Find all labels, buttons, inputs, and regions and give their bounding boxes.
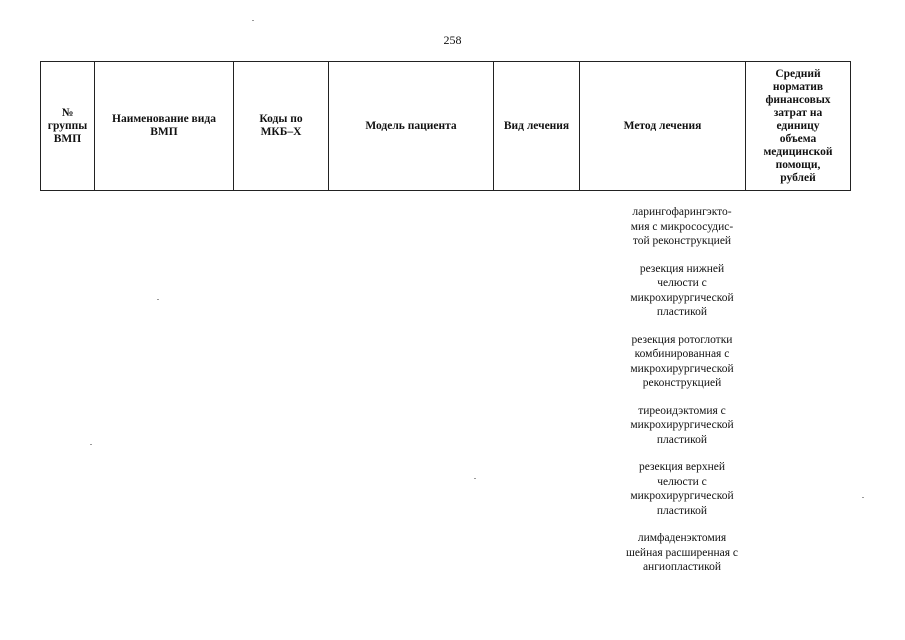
treatment-method-line: челюсти с bbox=[657, 475, 707, 488]
column-header-line: единицу bbox=[776, 119, 820, 132]
column-header-line: ВМП bbox=[150, 126, 178, 138]
treatment-method-line: резекция верхней bbox=[638, 461, 726, 473]
column-header-line: медицинской bbox=[763, 145, 833, 158]
treatment-method-item bbox=[612, 262, 752, 320]
column-header-patient-model bbox=[329, 62, 494, 191]
treatment-method-line: пластикой bbox=[656, 504, 708, 517]
column-header-line: Коды по bbox=[259, 113, 303, 125]
column-header-line: Вид лечения bbox=[503, 119, 570, 132]
column-header-average-cost bbox=[746, 62, 851, 191]
column-header-line: затрат на bbox=[773, 106, 823, 119]
page-number: 258 bbox=[443, 33, 462, 47]
treatment-method-line: той реконструкцией bbox=[632, 235, 732, 247]
column-header-vmp-name bbox=[95, 62, 234, 191]
treatment-method-line: челюсти с bbox=[657, 277, 707, 289]
column-header-line: Наименование вида bbox=[112, 113, 216, 125]
treatment-method-line: микрохирургической bbox=[630, 291, 734, 304]
treatment-method-line: ангиопластикой bbox=[642, 561, 722, 573]
column-header-treatment-type bbox=[494, 62, 580, 191]
treatment-method-list bbox=[612, 205, 752, 588]
column-header-line: МКБ–Х bbox=[260, 126, 302, 138]
treatment-method-line: ларингофарингэкто- bbox=[632, 206, 732, 218]
column-header-icd-codes bbox=[234, 62, 329, 191]
treatment-method-line: резекция нижней bbox=[639, 262, 725, 275]
treatment-method-item bbox=[612, 460, 752, 518]
treatment-method-item bbox=[612, 404, 752, 448]
treatment-method-line: пластикой bbox=[656, 306, 708, 318]
column-header-line: помощи, bbox=[775, 158, 821, 171]
treatment-method-item bbox=[612, 333, 752, 391]
table-header bbox=[40, 61, 851, 191]
column-header-line: Метод лечения bbox=[623, 119, 702, 132]
treatment-method-line: микрохирургической bbox=[630, 490, 734, 502]
treatment-method-line: реконструкцией bbox=[642, 377, 722, 389]
column-header-line: группы bbox=[47, 119, 88, 132]
column-header-line: объема bbox=[779, 132, 817, 145]
treatment-method-line: шейная расширенная с bbox=[625, 546, 739, 559]
treatment-method-line: пластикой bbox=[656, 433, 708, 446]
column-header-line: норматив bbox=[772, 80, 824, 93]
treatment-method-line: микрохирургической bbox=[630, 419, 734, 431]
column-header-line: рублей bbox=[780, 171, 816, 184]
treatment-method-item bbox=[612, 531, 752, 575]
treatment-method-line: тиреоидэктомия с bbox=[638, 404, 726, 417]
column-header-line: № bbox=[61, 106, 74, 119]
treatment-method-line: микрохирургической bbox=[630, 362, 734, 375]
treatment-method-line: комбинированная с bbox=[634, 348, 730, 360]
column-header-line: ВМП bbox=[53, 132, 82, 145]
column-header-line: Средний bbox=[775, 67, 821, 80]
column-header-group-number bbox=[41, 62, 95, 191]
treatment-method-item bbox=[612, 205, 752, 249]
treatment-method-line: резекция ротоглотки bbox=[631, 333, 733, 346]
column-header-line: финансовых bbox=[765, 93, 831, 106]
treatment-method-line: лимфаденэктомия bbox=[637, 532, 727, 544]
table-header-row bbox=[41, 62, 851, 191]
column-header-treatment-method bbox=[580, 62, 746, 191]
column-header-line: Модель пациента bbox=[365, 119, 457, 132]
treatment-method-line: мия с микрососудис- bbox=[630, 220, 734, 233]
